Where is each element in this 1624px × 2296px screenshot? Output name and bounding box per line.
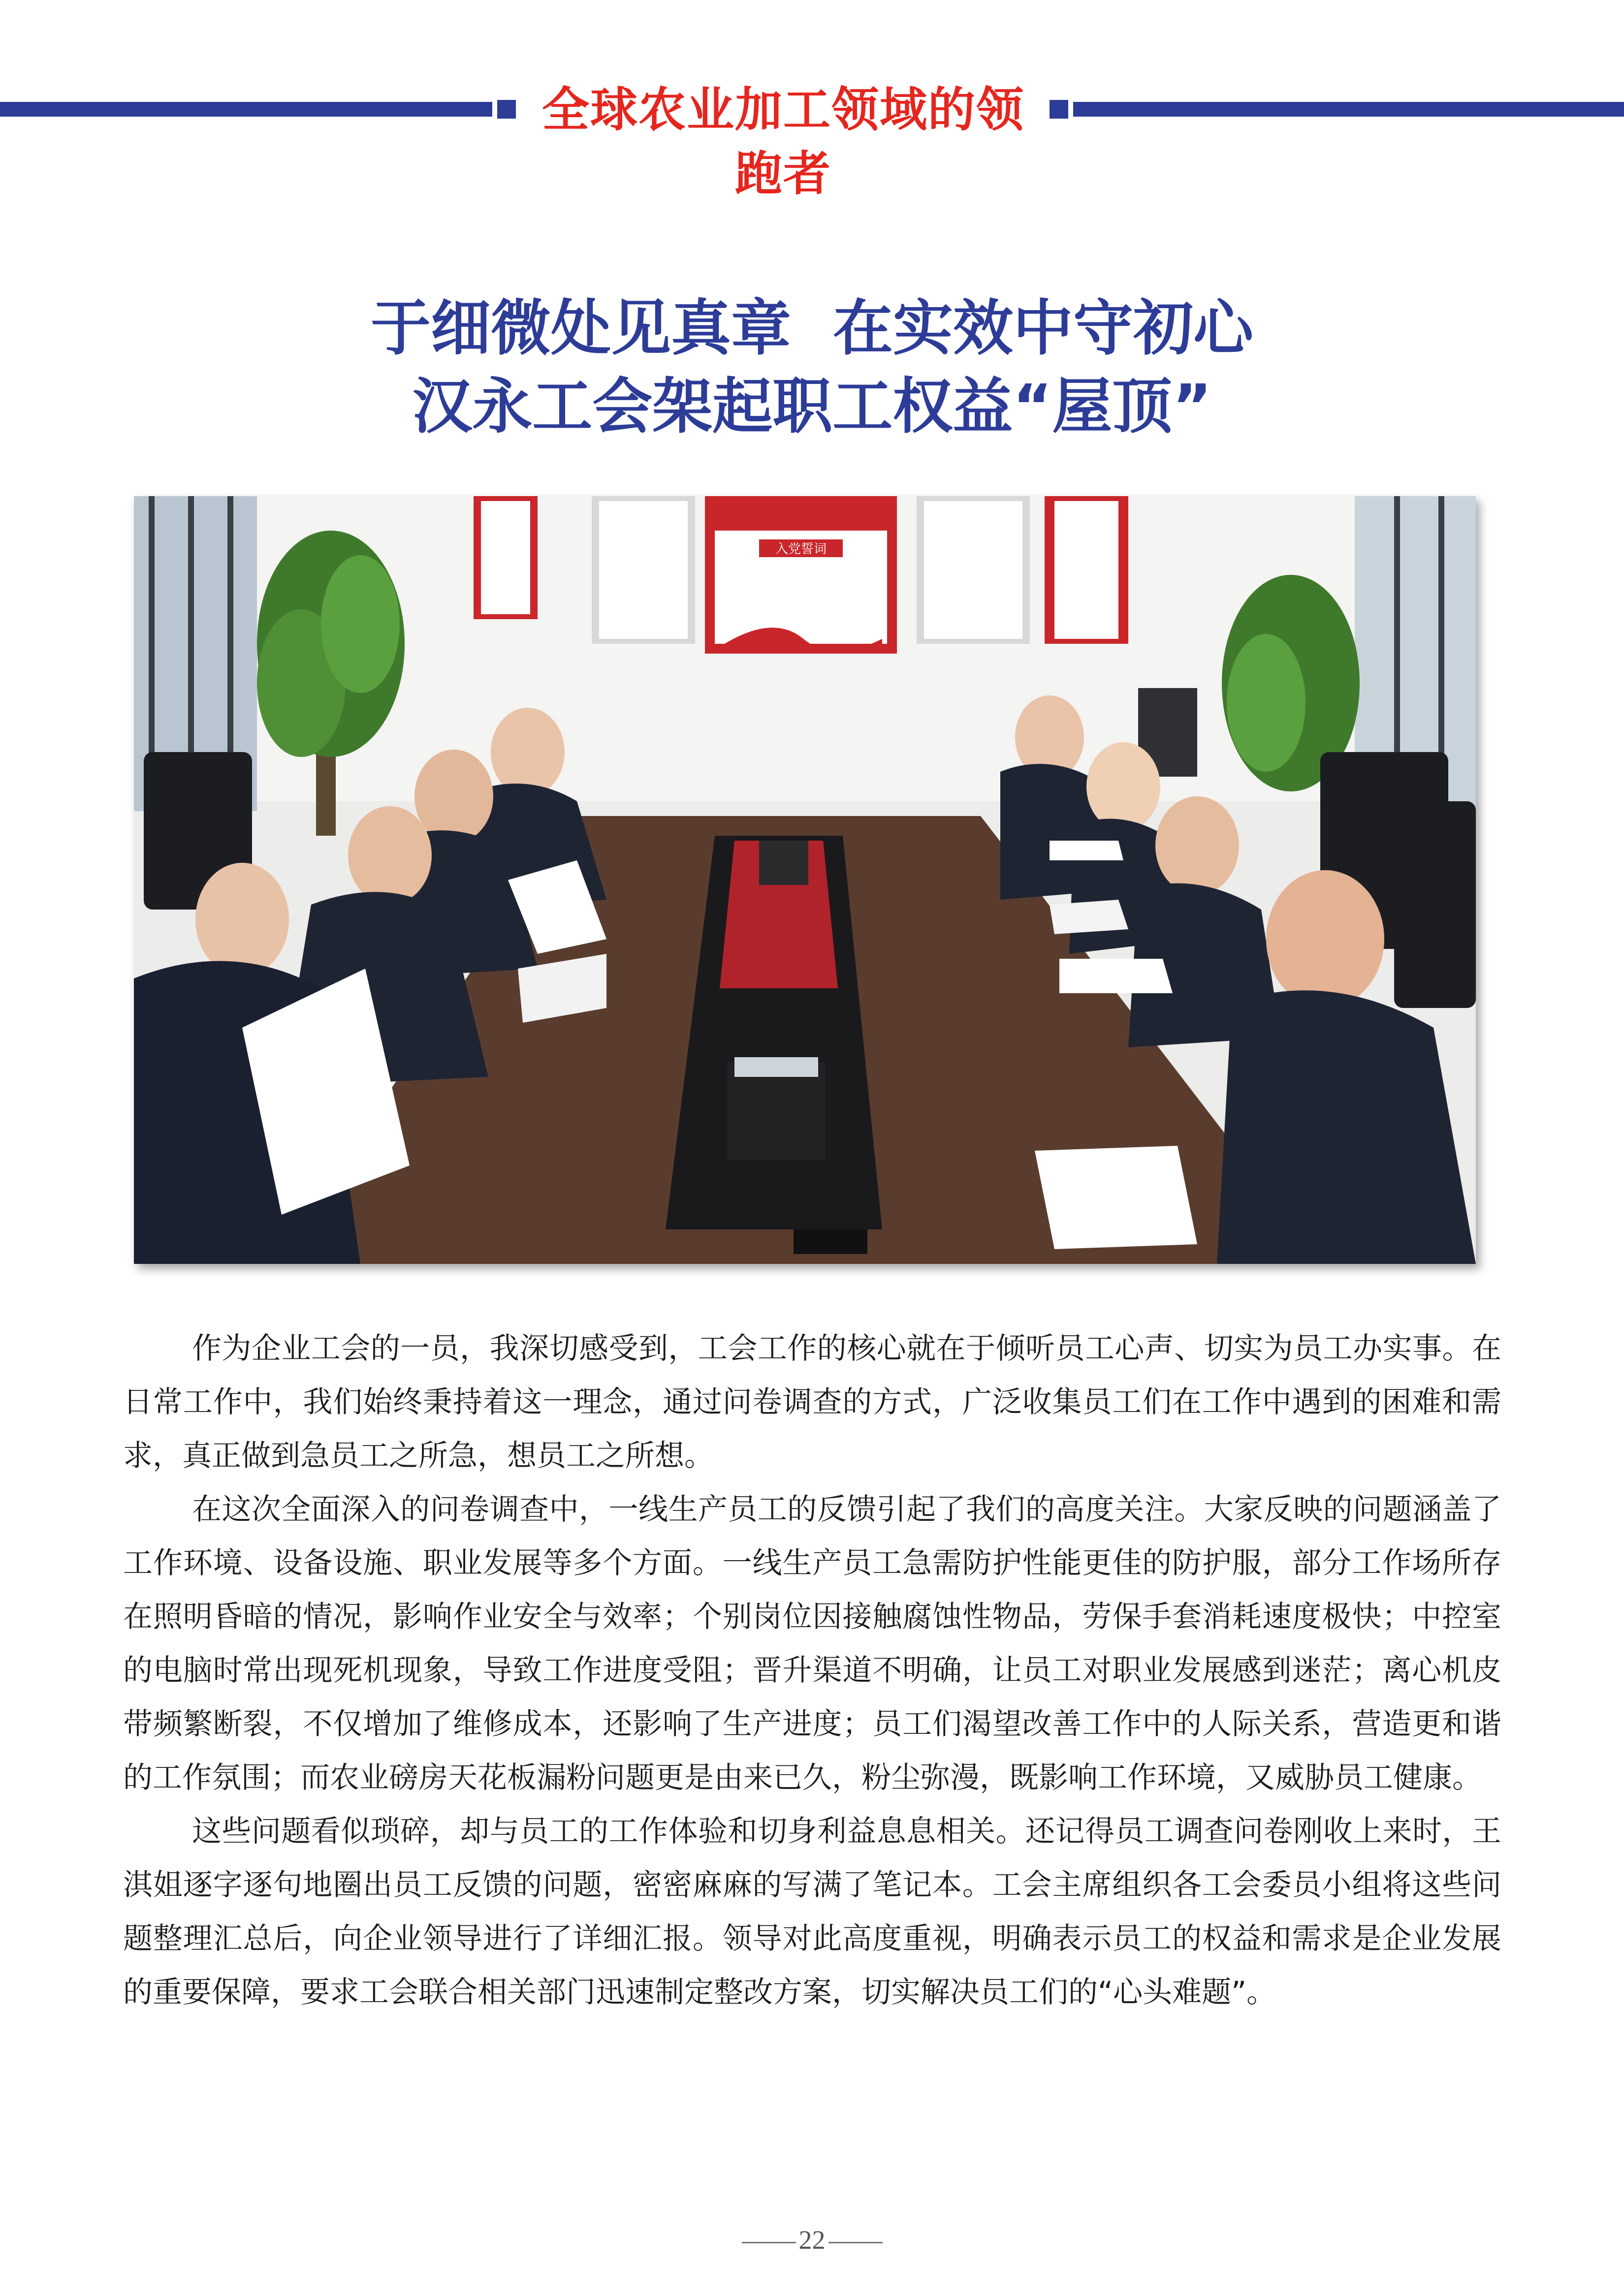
wall-poster-right xyxy=(917,496,1128,644)
poster-heading: 入党誓词 xyxy=(775,542,827,557)
header-rule-left xyxy=(0,102,492,117)
meeting-photo xyxy=(134,496,1476,1264)
page-footer xyxy=(0,2225,1624,2255)
notebook xyxy=(1035,1146,1197,1249)
paragraph: 作为企业工会的一员，我深切感受到，工会工作的核心就在于倾听员工心声、切实为员工办实事。在日常工作中，我们始终秉持着这一理念，通过问卷调查的方式，广泛收集员工们在工作中遇到的困难和需求，真正做到急员工之所急，想员工之所想。 xyxy=(123,1331,1501,1473)
paragraph: 在这次全面深入的问卷调查中，一线生产员工的反馈引起了我们的高度关注。大家反映的问题涵盖了工作环境、设备设施、职业发展等多个方面。一线生产员工急需防护性能更佳的防护服，部分工作场所存在照明昏暗的情况，影响作业安全与效率；个别岗位因接触腐蚀性物品，劳保手套消耗速度极快；中控室的电脑时常出现死机现象，导致工作进度受阻；晋升渠道不明确，让员工对职业发展感到迷茫；离心机皮带频繁断裂，不仅增加了维修成本，还影响了生产进度；员工们渴望改善工作中的人际关系，营造更和谐的工作氛围；而农业磅房天花板漏粉问题更是由来已久，粉尘弥漫，既影响工作环境，又威胁员工健康。 xyxy=(123,1492,1501,1795)
wall-poster-center xyxy=(705,496,897,654)
article-title-line2: 汉永工会架起职工权益“屋顶” xyxy=(412,372,1212,441)
paragraph: 这些问题看似琐碎，却与员工的工作体验和切身利益息息相关。还记得员工调查问卷刚收上来时，王淇姐逐字逐句地圈出员工反馈的问题，密密麻麻的写满了笔记本。工会主席组织各工会委员小组将这些问题整理汇总后，向企业领导进行了详细汇报。领导对此高度重视，明确表示员工的权益和需求是企业发展的重要保障，要求工会联合相关部门迅速制定整改方案，切实解决员工们的“心头难题”。 xyxy=(123,1814,1501,2010)
header-rule-end-right xyxy=(1050,100,1068,119)
header-rule-end-left xyxy=(497,100,516,119)
header-slogan: 全球农业加工领域的领跑者 xyxy=(542,82,1024,201)
footer-dash-right xyxy=(828,2242,883,2243)
article-body xyxy=(123,1322,1501,2019)
article-title-line1: 于细微处见真章 在实效中守初心 xyxy=(371,293,1253,363)
footer-dash-left xyxy=(742,2242,796,2243)
phone xyxy=(794,1229,867,1254)
header-rule-right xyxy=(1073,102,1624,117)
page-number: 22 xyxy=(798,2225,826,2255)
